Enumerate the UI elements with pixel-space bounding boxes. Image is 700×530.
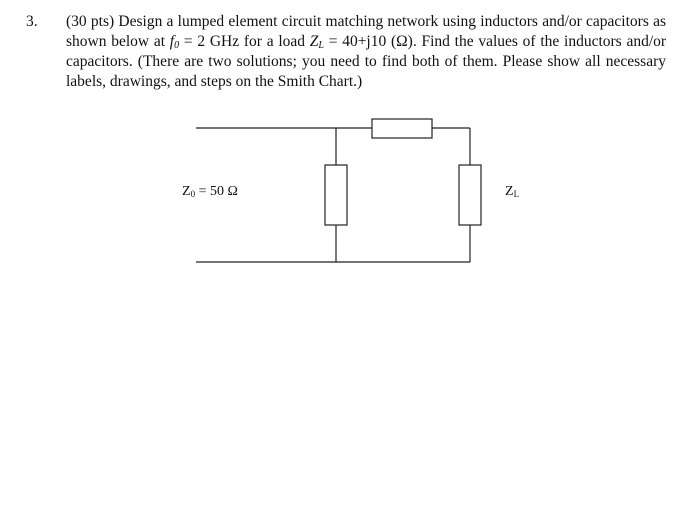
question-text-part2: for a load [243,33,306,50]
question-points: (30 pts) [66,13,115,30]
shunt-element [325,165,347,225]
load-value: = 40+j10 (Ω). [328,33,417,50]
question-text-part3: Find the values of the inductors and/or capacitors. (There are two solutions; you need to find both of them. Please show all necessary labels, drawings, and steps on the Smith Chart.) [66,33,667,90]
load-element [459,165,481,225]
question-text-part1: Design a lumped element circuit matching network using inductors and/or capacitors as shown below at [66,13,667,50]
question-number: 3. [26,13,38,30]
series-element [372,119,432,138]
load-impedance-label: $Z_L$ [505,184,520,199]
frequency-value: = 2 GHz [183,33,240,50]
source-impedance-label: $Z_0 = 50$ Ω [182,184,238,199]
frequency-symbol: $f_0$ [169,33,180,51]
load-symbol: $Z_L$ [309,33,324,51]
